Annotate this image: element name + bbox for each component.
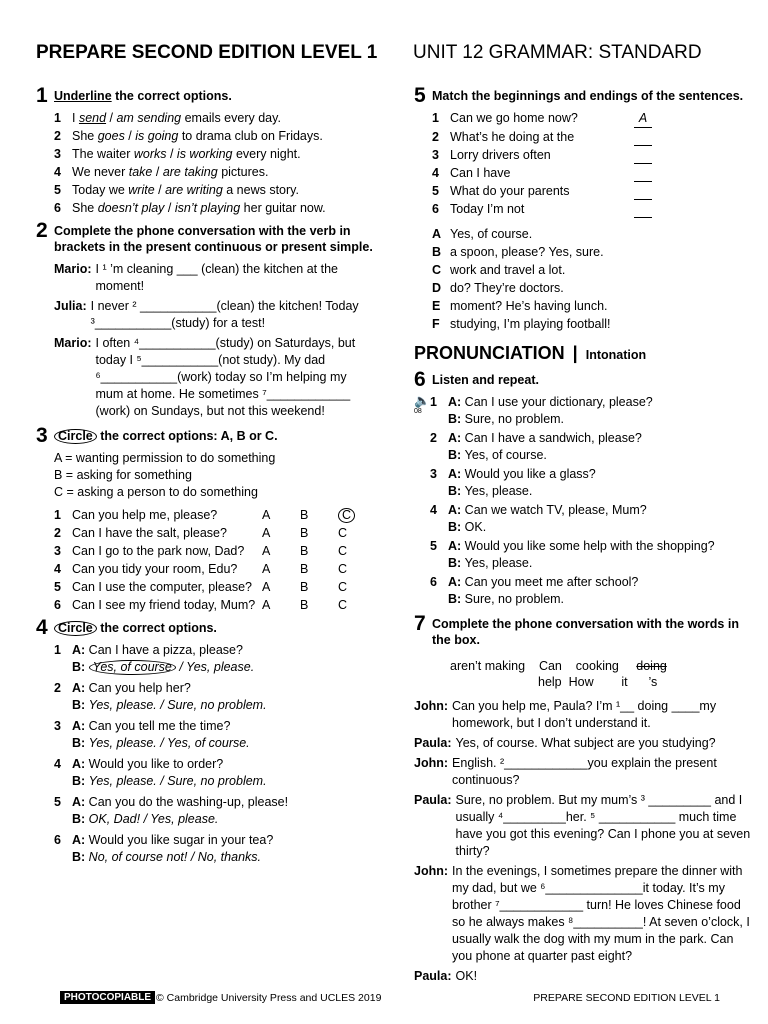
- item-number: 4: [54, 562, 61, 576]
- option-a[interactable]: A: [262, 544, 271, 558]
- exercise-item: [54, 146, 376, 163]
- match-beginning: [432, 201, 754, 218]
- ending-letter: F: [432, 317, 440, 331]
- option-b[interactable]: B: [300, 508, 309, 522]
- ending-text: studying, I’m playing football!: [450, 317, 611, 331]
- item-fragment[interactable]: I: [72, 111, 79, 125]
- question-text: Would you like to order?: [88, 757, 224, 771]
- dialogue-text[interactable]: I never ² ___________(clean) the kitchen! Today ³___________(study) for a test!: [90, 299, 359, 330]
- dialogue-text[interactable]: I ¹ ’m cleaning ___ (clean) the kitchen at the moment!: [95, 262, 338, 293]
- exercise-item: 3 A: Would you like a glass? B: Yes, please.: [430, 467, 596, 498]
- item-number: 6: [430, 575, 437, 589]
- item-question: Can I see my friend today, Mum?: [72, 598, 256, 612]
- option-b[interactable]: B: [300, 598, 309, 612]
- line-a: Can I have a sandwich, please?: [464, 431, 642, 445]
- exercise-3-heading: 3 Circle the correct options: A, B or C.: [36, 424, 278, 447]
- item-fragment[interactable]: /: [124, 129, 136, 143]
- word-box-item: aren’t making: [450, 659, 526, 673]
- item-fragment[interactable]: her guitar now.: [240, 201, 326, 215]
- option-choice[interactable]: / Sure, no problem.: [156, 774, 267, 788]
- word-box-item: ’s: [648, 675, 658, 689]
- exercise-item: [54, 164, 376, 181]
- exercise-4-items: [54, 642, 376, 866]
- word-box-item: Can: [538, 659, 562, 673]
- exercise-3-key: [54, 450, 376, 501]
- item-number: 6: [432, 202, 439, 216]
- item-fragment[interactable]: Today we: [72, 183, 129, 197]
- photocopiable-badge: PHOTOCOPIABLE: [60, 991, 155, 1004]
- dialogue-line: [54, 261, 376, 295]
- footer-level: PREPARE SECOND EDITION LEVEL 1: [533, 992, 720, 1004]
- ending-text: a spoon, please? Yes, sure.: [450, 245, 604, 259]
- exercise-4-heading: 4 Circle the correct options.: [36, 616, 217, 639]
- circle-word: Circle: [54, 429, 97, 444]
- option-choice[interactable]: isn’t playing: [174, 201, 241, 215]
- item-fragment[interactable]: /: [164, 201, 175, 215]
- dialogue-line: [54, 298, 376, 332]
- left-column: [36, 86, 376, 870]
- item-number: 1: [430, 395, 437, 409]
- item-number: 4: [54, 165, 61, 179]
- item-text: What’s he doing at the: [450, 130, 575, 144]
- dialogue-line: [414, 755, 754, 789]
- exercise-item: [54, 507, 376, 524]
- speaker: Mario:: [54, 336, 92, 350]
- exercise-number: 3: [36, 424, 48, 447]
- item-text: [72, 182, 299, 199]
- item-number: 3: [54, 719, 61, 733]
- item-text: [72, 146, 301, 163]
- exercise-instruction: Listen and repeat.: [432, 373, 539, 387]
- exercise-item: 2 A: Can you help her? B: Yes, please. / Sure, no problem.: [54, 681, 267, 712]
- item-fragment[interactable]: pictures.: [217, 165, 269, 179]
- question-text: Can you tell me the time?: [88, 719, 231, 733]
- dialogue-text[interactable]: English. ²____________you explain the present continuous?: [452, 756, 717, 787]
- option-c[interactable]: C: [338, 580, 348, 594]
- exercise-4: [36, 618, 376, 866]
- option-choice[interactable]: are taking: [162, 165, 218, 179]
- option-b[interactable]: B: [300, 562, 309, 576]
- match-ending: [432, 298, 754, 315]
- match-ending: [432, 316, 754, 333]
- exercise-2-heading: [36, 221, 376, 255]
- item-fragment[interactable]: The waiter: [72, 147, 134, 161]
- word-box-item-example: doing: [636, 659, 667, 673]
- exercise-1-heading: 1 Underline the correct options.: [36, 84, 232, 107]
- exercise-item: 1 A: Can I have a pizza, please? B: Yes, of course / Yes, please.: [54, 643, 255, 674]
- answer-blank[interactable]: [634, 183, 652, 200]
- speaker: John:: [414, 756, 449, 770]
- exercise-number: 7: [414, 612, 426, 635]
- item-question: Can I go to the park now, Dad?: [72, 544, 245, 558]
- item-text: [72, 110, 281, 127]
- match-beginning: [432, 110, 754, 128]
- exercise-item: 6 A: Can you meet me after school? B: Sure, no problem.: [430, 575, 639, 606]
- dialogue-text[interactable]: In the evenings, I sometimes prepare the dinner with my dad, but we ⁶______________it today. It’s my brother ⁷____________ turn! He loves Chinese food so he always makes ⁸__________! At seven o’clock, I usually walk the dog with my mum in the park. Can you phone at quarter past eight?: [452, 864, 750, 963]
- option-choice[interactable]: take: [128, 165, 153, 179]
- item-number: 2: [54, 681, 61, 695]
- word-box-item: cooking: [575, 659, 619, 673]
- ending-letter: E: [432, 299, 441, 313]
- item-number: 1: [54, 111, 61, 125]
- item-number: 2: [432, 130, 439, 144]
- exercise-item: 🔈 08 1 A: Can I use your dictionary, please? B: Sure, no problem.: [414, 393, 653, 426]
- ending-letter: D: [432, 281, 442, 295]
- unit-title: UNIT 12 GRAMMAR: STANDARD: [413, 42, 702, 63]
- option-choice[interactable]: / Yes, please.: [140, 812, 219, 826]
- pronunciation-heading: PRONUNCIATION | Intonation: [414, 343, 647, 363]
- ending-text: moment? He’s having lunch.: [450, 299, 608, 313]
- word-box-item: help: [538, 675, 562, 689]
- circle-word: Circle: [54, 621, 97, 636]
- item-number: 5: [430, 539, 437, 553]
- option-choice[interactable]: / Yes, please.: [175, 660, 255, 674]
- exercise-instruction: Complete the phone conversation with the words in the box.: [432, 617, 739, 647]
- item-text: What do your parents: [450, 184, 570, 198]
- exercise-5-endings: [432, 226, 754, 333]
- option-a[interactable]: A: [262, 580, 271, 594]
- exercise-3: [36, 426, 376, 614]
- line-a: Would you like some help with the shopping?: [464, 539, 715, 553]
- item-number: 3: [54, 147, 61, 161]
- dialogue-line: [414, 792, 754, 860]
- option-choice[interactable]: am sending: [116, 111, 182, 125]
- question-text: Would you like sugar in your tea?: [88, 833, 274, 847]
- question-text: Can you help her?: [88, 681, 191, 695]
- option-choice[interactable]: are writing: [165, 183, 223, 197]
- item-number: 3: [432, 148, 439, 162]
- exercise-7-dialogue: [414, 698, 754, 985]
- match-ending: [432, 244, 754, 261]
- option-choice[interactable]: Yes, of course: [89, 660, 176, 675]
- exercise-item: [54, 561, 376, 578]
- option-choice[interactable]: Yes, please.: [88, 774, 157, 788]
- item-number: 5: [54, 795, 61, 809]
- option-choice[interactable]: No, of course not!: [88, 850, 188, 864]
- item-number: 6: [54, 833, 61, 847]
- option-choice[interactable]: is going: [135, 129, 179, 143]
- option-choice[interactable]: write: [128, 183, 155, 197]
- key-line: C = asking a person to do something: [54, 485, 258, 499]
- ending-letter: A: [432, 227, 442, 241]
- answer-blank[interactable]: [634, 129, 652, 146]
- option-c[interactable]: C: [338, 526, 348, 540]
- item-number: 5: [432, 184, 439, 198]
- exercise-number: 1: [36, 84, 48, 107]
- exercise-6: [414, 370, 754, 608]
- item-fragment[interactable]: every night.: [232, 147, 301, 161]
- exercise-item: 4 A: Would you like to order? B: Yes, please. / Sure, no problem.: [54, 757, 267, 788]
- speaker-icon[interactable]: 🔈: [414, 393, 431, 408]
- option-choice[interactable]: / Sure, no problem.: [156, 698, 267, 712]
- option-choice[interactable]: doesn’t play: [97, 201, 165, 215]
- line-b: OK.: [464, 520, 487, 534]
- dialogue-line: [414, 968, 754, 985]
- line-a: Would you like a glass?: [464, 467, 596, 481]
- item-fragment[interactable]: /: [152, 165, 163, 179]
- exercise-item: 2 A: Can I have a sandwich, please? B: Yes, of course.: [430, 431, 642, 462]
- exercise-1: [36, 86, 376, 217]
- option-a[interactable]: A: [262, 562, 271, 576]
- line-b: Yes, of course.: [464, 448, 547, 462]
- line-b: Sure, no problem.: [464, 592, 565, 606]
- dialogue-text[interactable]: OK!: [455, 969, 478, 983]
- option-choice[interactable]: is working: [176, 147, 233, 161]
- item-text: Can I have: [450, 166, 511, 180]
- word-box: [450, 658, 754, 690]
- option-choice[interactable]: Yes, please.: [88, 736, 157, 750]
- line-b: Sure, no problem.: [464, 412, 565, 426]
- exercise-item: [54, 525, 376, 542]
- exercise-7-heading: [414, 614, 754, 648]
- option-a[interactable]: A: [262, 526, 271, 540]
- speaker: Paula:: [414, 793, 452, 807]
- speaker: John:: [414, 699, 449, 713]
- item-text: Today I’m not: [450, 202, 525, 216]
- word-box-item: How: [568, 675, 594, 689]
- exercise-item: [54, 543, 376, 560]
- line-b: Yes, please.: [464, 556, 533, 570]
- item-number: 3: [430, 467, 437, 481]
- ending-text: do? They’re doctors.: [450, 281, 564, 295]
- option-c[interactable]: C: [338, 562, 348, 576]
- item-fragment[interactable]: to drama club on Fridays.: [178, 129, 323, 143]
- answer-blank[interactable]: [634, 165, 652, 182]
- exercise-1-items: [54, 110, 376, 217]
- option-choice[interactable]: send: [78, 111, 107, 125]
- item-number: 1: [432, 111, 439, 125]
- match-beginning: [432, 129, 754, 146]
- ending-letter: B: [432, 245, 442, 259]
- item-number: 1: [54, 643, 61, 657]
- match-beginning: [432, 165, 754, 182]
- exercise-item: [54, 128, 376, 145]
- item-fragment[interactable]: We never: [72, 165, 129, 179]
- question-text: Can I have a pizza, please?: [88, 643, 243, 657]
- option-a[interactable]: A: [262, 508, 271, 522]
- item-question: Can I have the salt, please?: [72, 526, 227, 540]
- item-number: 6: [54, 201, 61, 215]
- exercise-item: [54, 110, 376, 127]
- match-beginning: [432, 183, 754, 200]
- exercise-7: [414, 614, 754, 985]
- item-fragment[interactable]: /: [166, 147, 177, 161]
- exercise-item: 6 A: Would you like sugar in your tea? B: No, of course not! / No, thanks.: [54, 833, 274, 864]
- dialogue-text[interactable]: Yes, of course. What subject are you studying?: [455, 736, 716, 750]
- speaker: Mario:: [54, 262, 92, 276]
- item-fragment[interactable]: a news story.: [222, 183, 299, 197]
- option-choice[interactable]: / Yes, of course.: [156, 736, 250, 750]
- exercise-2-dialogue: [54, 261, 376, 420]
- exercise-item: [54, 579, 376, 596]
- option-choice[interactable]: goes: [97, 129, 125, 143]
- option-c[interactable]: C: [338, 544, 348, 558]
- option-b[interactable]: B: [300, 544, 309, 558]
- item-question: Can I use the computer, please?: [72, 580, 252, 594]
- exercise-item: 5 A: Would you like some help with the shopping? B: Yes, please.: [430, 539, 715, 570]
- item-fragment[interactable]: emails every day.: [181, 111, 281, 125]
- match-ending: [432, 280, 754, 297]
- exercise-3-items: [54, 507, 376, 614]
- exercise-number: 5: [414, 84, 426, 107]
- exercise-item: [54, 200, 376, 217]
- dialogue-text[interactable]: I often ⁴___________(study) on Saturdays, but today I ⁵___________(not study). My dad ⁶___________(work) today so I’m helping my mum at home. He sometimes ⁷____________ (work) on Sundays, but not this weekend!: [95, 336, 356, 418]
- answer-blank[interactable]: A: [634, 110, 652, 128]
- option-a[interactable]: A: [262, 598, 271, 612]
- exercise-item: 3 A: Can you tell me the time? B: Yes, please. / Yes, of course.: [54, 719, 250, 750]
- item-fragment[interactable]: She: [72, 201, 98, 215]
- item-text: Can we go home now?: [450, 111, 578, 125]
- line-a: Can I use your dictionary, please?: [464, 395, 653, 409]
- exercise-item: [54, 182, 376, 199]
- ending-text: work and travel a lot.: [450, 263, 566, 277]
- option-b[interactable]: B: [300, 526, 309, 540]
- exercise-number: 6: [414, 368, 426, 391]
- dialogue-line: [414, 863, 754, 965]
- option-choice[interactable]: OK, Dad!: [88, 812, 141, 826]
- speaker: Julia:: [54, 299, 87, 313]
- item-number: 4: [430, 503, 437, 517]
- item-fragment[interactable]: /: [154, 183, 166, 197]
- item-number: 5: [54, 183, 61, 197]
- exercise-number: 4: [36, 616, 48, 639]
- exercise-5: [414, 86, 754, 333]
- right-column: [414, 86, 754, 988]
- item-question: Can you help me, please?: [72, 508, 218, 522]
- exercise-6-heading: [414, 370, 754, 390]
- key-line: A = wanting permission to do something: [54, 451, 276, 465]
- item-number: 4: [432, 166, 439, 180]
- item-text: Lorry drivers often: [450, 148, 551, 162]
- item-fragment[interactable]: /: [106, 111, 117, 125]
- item-text: [72, 164, 268, 181]
- exercise-instruction: Complete the phone conversation with the verb in brackets in the present continuous or present simple.: [54, 224, 373, 254]
- ending-letter: C: [432, 263, 442, 277]
- answer-blank[interactable]: [634, 147, 652, 164]
- item-number: 5: [54, 580, 61, 594]
- item-fragment[interactable]: She: [72, 129, 98, 143]
- exercise-item: [54, 597, 376, 614]
- word-box-item: it: [621, 675, 628, 689]
- exercise-6-items: [414, 394, 754, 608]
- exercise-5-beginnings: [432, 110, 754, 218]
- ending-text: Yes, of course.: [450, 227, 533, 241]
- dialogue-text[interactable]: Can you help me, Paula? I’m ¹__ doing ____my homework, but I don’t understand it.: [452, 699, 717, 730]
- option-choice[interactable]: / No, thanks.: [187, 850, 261, 864]
- item-number: 3: [54, 544, 61, 558]
- dialogue-line: [54, 335, 376, 420]
- copyright: © Cambridge University Press and UCLES 2019: [156, 992, 382, 1004]
- item-number: 2: [54, 526, 61, 540]
- item-number: 6: [54, 598, 61, 612]
- option-choice[interactable]: Yes, please.: [88, 698, 157, 712]
- exercise-2: [36, 221, 376, 420]
- item-number: 1: [54, 508, 61, 522]
- option-c[interactable]: C: [338, 598, 348, 612]
- match-ending: [432, 226, 754, 243]
- answer-blank[interactable]: [634, 201, 652, 218]
- line-a: Can we watch TV, please, Mum?: [464, 503, 647, 517]
- exercise-item: 5 A: Can you do the washing-up, please! B: OK, Dad! / Yes, please.: [54, 795, 289, 826]
- dialogue-line: [414, 735, 754, 752]
- exercise-instruction: Match the beginnings and endings of the sentences.: [432, 89, 744, 103]
- dialogue-line: [414, 698, 754, 732]
- item-text: [72, 128, 323, 145]
- speaker: Paula:: [414, 969, 452, 983]
- speaker: Paula:: [414, 736, 452, 750]
- item-question: Can you tidy your room, Edu?: [72, 562, 238, 576]
- speaker: John:: [414, 864, 449, 878]
- match-ending: [432, 262, 754, 279]
- option-b[interactable]: B: [300, 580, 309, 594]
- track-number: 08: [414, 408, 422, 415]
- option-c[interactable]: C: [338, 507, 376, 524]
- underline-word: Underline: [54, 89, 112, 103]
- exercise-number: 2: [36, 219, 48, 242]
- item-number: 4: [54, 757, 61, 771]
- option-choice[interactable]: works: [133, 147, 167, 161]
- exercise-item: 4 A: Can we watch TV, please, Mum? B: OK.: [430, 503, 647, 534]
- item-number: 2: [54, 129, 61, 143]
- level-title: PREPARE SECOND EDITION LEVEL 1: [36, 42, 378, 63]
- exercise-5-heading: [414, 86, 754, 106]
- line-a: Can you meet me after school?: [464, 575, 639, 589]
- line-b: Yes, please.: [464, 484, 533, 498]
- question-text: Can you do the washing-up, please!: [88, 795, 289, 809]
- item-text: [72, 200, 326, 217]
- dialogue-text[interactable]: Sure, no problem. But my mum’s ³ _________ and I usually ⁴_________her. ⁵ ___________ much time have you got this evening? Can I phone you at seven thirty?: [455, 793, 751, 858]
- match-beginning: [432, 147, 754, 164]
- item-number: 2: [430, 431, 437, 445]
- key-line: B = asking for something: [54, 468, 192, 482]
